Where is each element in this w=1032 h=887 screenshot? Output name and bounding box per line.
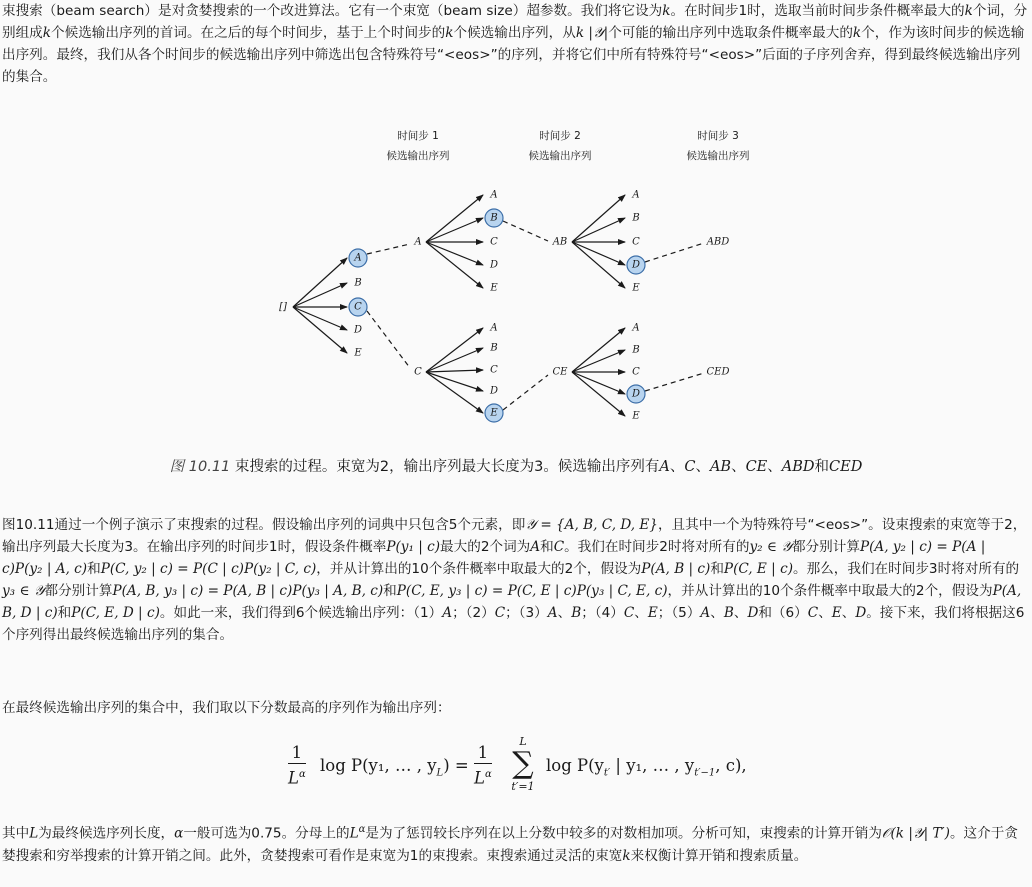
step1-edge-B bbox=[293, 283, 347, 307]
step3-CE-label-D: D bbox=[631, 388, 641, 400]
step2-C-label-D: D bbox=[489, 385, 499, 397]
prefix-CE-label: CE bbox=[552, 366, 568, 378]
step3-CE-label-A: A bbox=[632, 322, 640, 334]
step2-A-edge-D bbox=[426, 242, 483, 265]
dash-E-to-prefix-CE bbox=[503, 375, 548, 410]
step2-A-edge-A bbox=[426, 195, 483, 242]
final-CED-label: CED bbox=[706, 366, 730, 378]
step1-label-D: D bbox=[353, 324, 363, 336]
step2-C-label-E: E bbox=[490, 407, 498, 419]
final-ABD-label: ABD bbox=[706, 236, 730, 248]
header-step-2-line1: 时间步 2 bbox=[539, 130, 581, 142]
term-beam-search: 束搜索 bbox=[2, 3, 43, 19]
score-formula bbox=[0, 737, 1032, 805]
example-paragraph: 图10.11通过一个例子演示了束搜索的过程。假设输出序列的词典中只包含5个元素，即𝒴 = {A, B, C, D, E}，且其中一个为特殊符号“<eos>”。设束搜索的束宽等于2，输出序列最大长度为3。在输出序列的时间步1时，假设条件概率P(y₁ | c)最大的2个词为A和C。我们在时间步2时将对所有的y₂ ∈ 𝒴都分别计算P(A, y₂ | c) = P(A | c)P(y₂ | A, c)和P(C, y₂ | c) = P(C | c)P(y₂ | C, c)，并从计算出的10个条件概率中取最大的2个，假设为P(A, B | c)和P(C, E | c)。那么，我们在时间步3时将对所有的y₃ ∈ 𝒴都分别计算P(A, B, y₃ | c) = P(A, B | c)P(y₃ | A, B, c)和P(C, E, y₃ | c) = P(C, E | c)P(y₃ | C, E, c)，并从计算出的10个条件概率中取最大的2个，假设为P(A, B, D | c)和P(C, E, D | c)。如此一来，我们得到6个候选输出序列：（1）A；（2）C；（3）A、B；（4）C、E；（5）A、B、D和（6）C、E、D。接下来，我们将根据这6个序列得出最终候选输出序列的集合。 bbox=[2, 517, 1027, 643]
step1-edge-E bbox=[293, 307, 347, 353]
step2-A-label-C: C bbox=[490, 236, 498, 248]
header-step-1-line2: 候选输出序列 bbox=[386, 150, 450, 162]
header-step-1-line1: 时间步 1 bbox=[397, 130, 439, 142]
step3-AB-label-E: E bbox=[632, 282, 640, 294]
prefix-C-label: C bbox=[414, 366, 422, 378]
prefix-A-label: A bbox=[414, 236, 422, 248]
step2-A-edge-E bbox=[426, 242, 483, 288]
step2-A-label-B: B bbox=[490, 212, 498, 224]
step3-CE-edge-B bbox=[572, 350, 625, 372]
step1-label-B: B bbox=[354, 277, 362, 289]
step3-CE-edge-A bbox=[572, 328, 625, 372]
beam-search-tree-figure bbox=[0, 118, 1032, 448]
step3-CE-label-C: C bbox=[632, 366, 640, 378]
step3-CE-label-E: E bbox=[632, 410, 640, 422]
step3-AB-edge-E bbox=[572, 242, 625, 288]
step1-edge-A bbox=[293, 258, 347, 307]
formula-frac-right: $\frac{1}{L^\alpha}$ bbox=[474, 743, 492, 788]
step3-AB-label-D: D bbox=[631, 259, 641, 271]
step3-AB-label-B: B bbox=[632, 212, 640, 224]
step1-label-E: E bbox=[354, 347, 362, 359]
step2-C-edge-D bbox=[426, 372, 483, 391]
step2-C-edge-C bbox=[426, 370, 483, 372]
step3-AB-edge-D bbox=[572, 242, 625, 265]
step1-label-A: A bbox=[354, 252, 362, 264]
step1-label-C: C bbox=[354, 301, 362, 313]
step3-CE-edge-D bbox=[572, 372, 625, 394]
figure-caption: 图 10.11 束搜索的过程。束宽为2，输出序列最大长度为3。候选输出序列有A、C、AB、CE、ABD和CED bbox=[169, 459, 863, 475]
step3-AB-label-C: C bbox=[632, 236, 640, 248]
step3-CE-edge-E bbox=[572, 372, 625, 416]
step2-A-label-E: E bbox=[490, 282, 498, 294]
header-step-3-line2: 候选输出序列 bbox=[686, 150, 750, 162]
step2-A-label-A: A bbox=[490, 189, 498, 201]
step2-C-label-B: B bbox=[490, 342, 498, 354]
root-label: [] bbox=[279, 301, 287, 313]
formula-sum: L ∑ t′=1 bbox=[511, 735, 535, 793]
step2-C-edge-A bbox=[426, 328, 483, 372]
step1-edge-D bbox=[293, 307, 347, 330]
step2-A-edge-B bbox=[426, 218, 483, 242]
formula-rhs: $\log P(y_{t'}$ | y₁, … , $y_{t'-1}$, c), bbox=[546, 756, 747, 779]
step2-C-label-C: C bbox=[490, 364, 498, 376]
step3-AB-label-A: A bbox=[632, 189, 640, 201]
intro-paragraph: 束搜索（beam search）是对贪婪搜索的一个改进算法。它有一个束宽（beam size）超参数。我们将它设为k。在时间步1时，选取当前时间步条件概率最大的k个词，分别组成k个候选输出序列的首词。在之后的每个时间步，基于上个时间步的k个候选输出序列，从k |𝒴|个可能的输出序列中选取条件概率最大的k个，作为该时间步的候选输出序列。最终，我们从各个时间步的候选输出序列中筛选出包含特殊符号“<eos>”的序列，并将它们中所有特殊符号“<eos>”后面的子序列舍弃，得到最终候选输出序列的集合。 bbox=[2, 3, 1028, 85]
formula-frac-left: $\frac{1}{L^\alpha}$ bbox=[288, 743, 306, 788]
dash-D-to-final-ABD bbox=[645, 243, 704, 262]
dash-C-to-prefix bbox=[367, 311, 410, 368]
score-intro-paragraph: 在最终候选输出序列的集合中，我们取以下分数最高的序列作为输出序列： bbox=[2, 700, 451, 716]
prefix-AB-label: AB bbox=[552, 236, 568, 248]
step3-AB-edge-A bbox=[572, 195, 625, 242]
figure-number: 图 10.11 bbox=[169, 459, 231, 475]
analysis-paragraph: 其中L为最终候选序列长度，α一般可选为0.75。分母上的$L^\alpha$是为了惩罚较长序列在以上分数中较多的对数相加项。分析可知，束搜索的计算开销为𝒪(k |𝒴| T′)。这介于贪婪搜索和穷举搜索的计算开销之间。此外，贪婪搜索可看作是束宽为1的束搜索。束搜索通过灵活的束宽k来权衡计算开销和搜索质量。 bbox=[2, 824, 1018, 864]
tree-labels bbox=[279, 129, 749, 422]
header-step-2-line2: 候选输出序列 bbox=[528, 150, 592, 162]
step3-CE-label-B: B bbox=[632, 344, 640, 356]
dash-D-to-final-CED bbox=[645, 373, 704, 391]
formula-lhs: log P(y₁, … , $y_L$) = bbox=[320, 756, 469, 779]
dash-B-to-prefix-AB bbox=[503, 221, 548, 241]
dash-A-to-prefix bbox=[367, 244, 410, 254]
step2-C-edge-E bbox=[426, 372, 483, 413]
step2-C-edge-B bbox=[426, 348, 483, 372]
step2-A-label-D: D bbox=[489, 259, 499, 271]
step2-C-label-A: A bbox=[490, 322, 498, 334]
step3-AB-edge-B bbox=[572, 218, 625, 242]
header-step-3-line1: 时间步 3 bbox=[697, 130, 739, 142]
